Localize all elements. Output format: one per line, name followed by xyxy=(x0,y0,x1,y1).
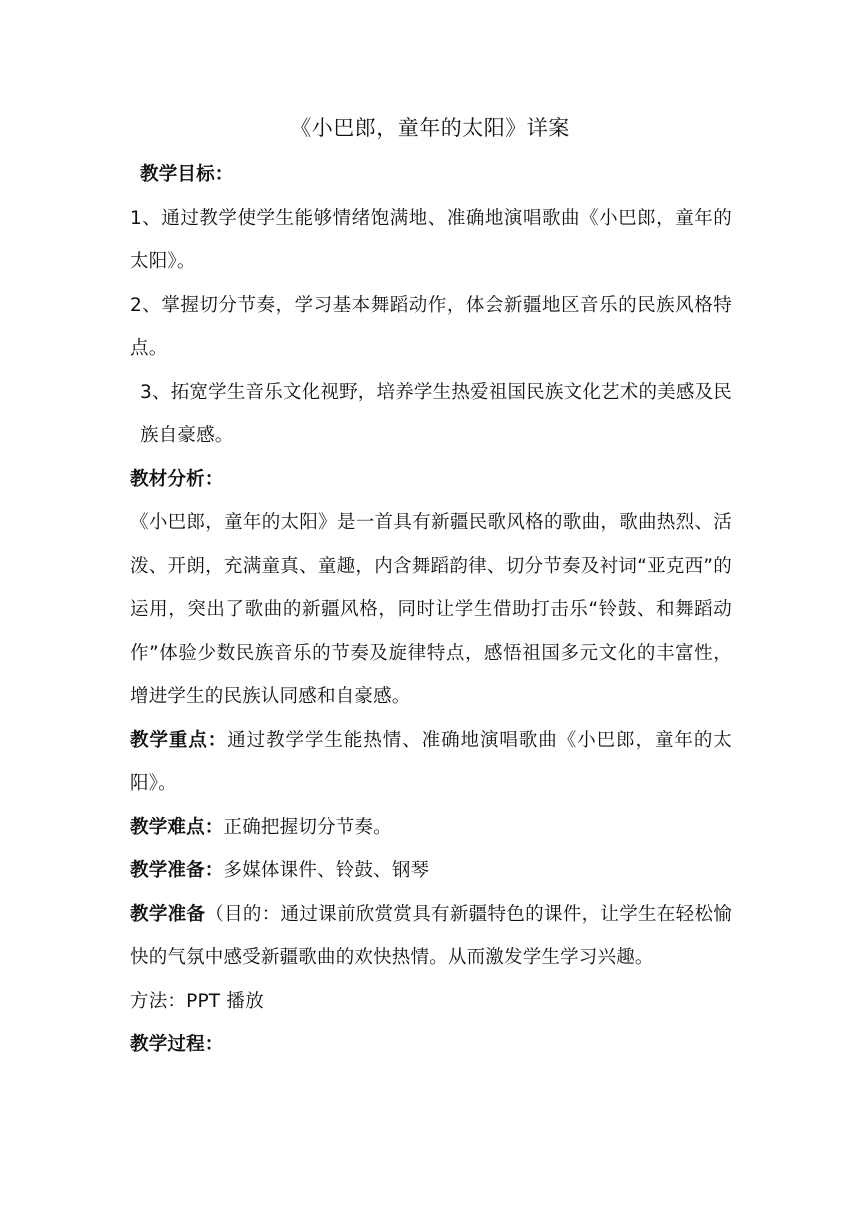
difficulty-label: 教学难点： xyxy=(130,816,224,838)
document-title: 《小巴郎，童年的太阳》详案 xyxy=(290,116,570,140)
key-point-paragraph xyxy=(130,719,732,806)
key-point-label: 教学重点： xyxy=(130,729,228,751)
analysis-heading: 教材分析： xyxy=(130,468,224,490)
goal-3: 3、拓宽学生音乐文化视野，培养学生热爱祖国民族文化艺术的美感及民族自豪感。 xyxy=(140,381,732,446)
method-paragraph: 方法：PPT 播放 xyxy=(130,990,264,1012)
difficulty-text: 正确把握切分节奏。 xyxy=(223,816,392,838)
preparation-text: 多媒体课件、铃鼓、钢琴 xyxy=(223,860,430,881)
process-heading: 教学过程： xyxy=(130,1034,224,1055)
difficulty-paragraph xyxy=(130,806,732,850)
preparation-purpose-text: （目的：通过课前欣赏赏具有新疆特色的课件，让学生在轻松愉快的气氛中感受新疆歌曲的欢快热情。从而激发学生学习兴趣。 xyxy=(130,903,732,968)
goals-heading: 教学目标： xyxy=(140,164,234,185)
key-point-text: 通过教学学生能热情、准确地演唱歌曲《小巴郎，童年的太阳》。 xyxy=(130,729,732,794)
goal-1: 1、通过教学使学生能够情绪饱满地、准确地演唱歌曲《小巴郎，童年的太阳》。 xyxy=(130,207,732,272)
goal-2: 2、掌握切分节奏，学习基本舞蹈动作，体会新疆地区音乐的民族风格特点。 xyxy=(130,294,732,359)
preparation-purpose-label: 教学准备 xyxy=(130,903,206,925)
preparation-label: 教学准备： xyxy=(130,860,224,881)
preparation-purpose-paragraph xyxy=(130,893,732,980)
analysis-paragraph: 《小巴郎，童年的太阳》是一首具有新疆民歌风格的歌曲，歌曲热烈、活泼、开朗，充满童真、童趣，内含舞蹈韵律、切分节奏及衬词“亚克西”的运用，突出了歌曲的新疆风格，同时让学生借助打击乐“铃鼓、和舞蹈动作”体验少数民族音乐的节奏及旋律特点，感悟祖国多元文化的丰富性，增进学生的民族认同感和自豪感。 xyxy=(130,512,732,707)
preparation-paragraph xyxy=(130,849,732,893)
document-body xyxy=(130,153,732,1067)
